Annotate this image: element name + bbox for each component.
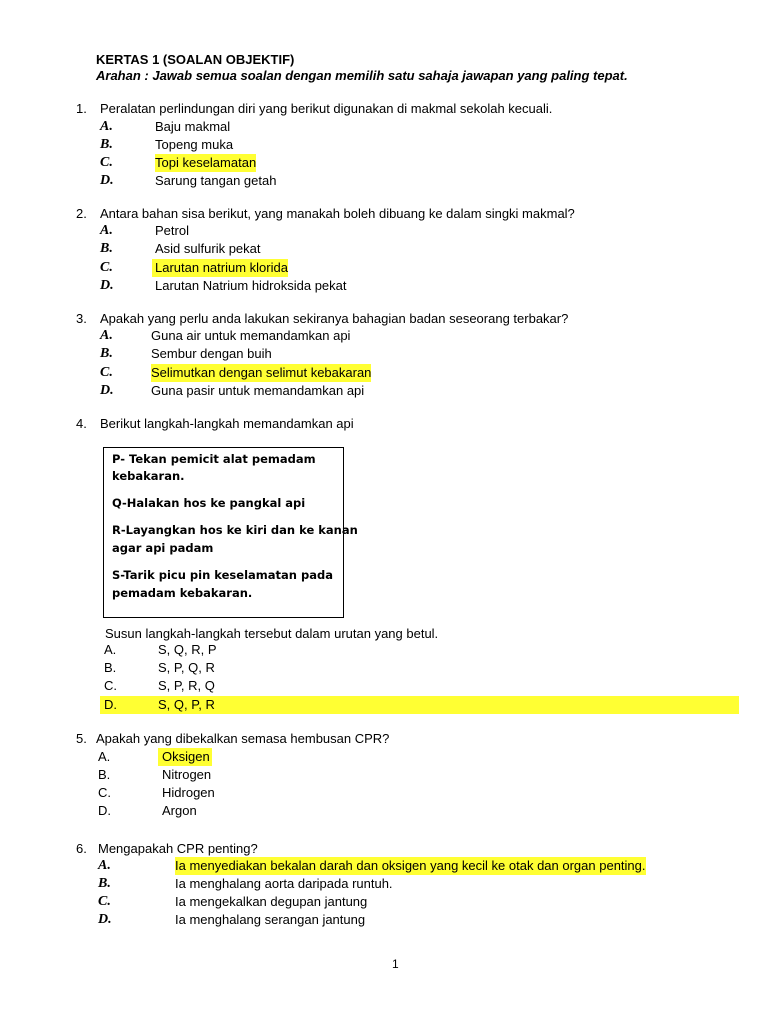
option-text: Sarung tangan getah — [155, 173, 277, 188]
option-text: S, P, R, Q — [158, 678, 215, 693]
option-text: Guna air untuk memandamkan api — [151, 328, 351, 343]
option-letter: C. — [98, 785, 111, 800]
option-text: Ia menghalang serangan jantung — [175, 912, 366, 927]
paper-title: KERTAS 1 (SOALAN OBJEKTIF) — [96, 52, 295, 67]
step-line: agar api padam — [112, 541, 214, 555]
option-letter: D. — [100, 173, 114, 188]
option-letter: D. — [98, 803, 111, 818]
option-letter: B. — [100, 137, 113, 152]
option-text-highlighted: Selimutkan dengan selimut kebakaran — [151, 365, 372, 380]
option-text-highlighted: S, Q, P, R — [158, 697, 215, 712]
option-text: Baju makmal — [155, 119, 231, 134]
question-text: Apakah yang dibekalkan semasa hembusan CPR? — [96, 731, 390, 746]
question-number: 4. — [76, 416, 87, 431]
option-text: Argon — [162, 803, 197, 818]
step-line: kebakaran. — [112, 469, 185, 483]
question-number: 5. — [76, 731, 87, 746]
option-text: S, Q, R, P — [158, 642, 217, 657]
step-line: R-Layangkan hos ke kiri dan ke kanan — [112, 523, 358, 537]
page-number: 1 — [392, 957, 399, 971]
option-letter: A. — [104, 642, 117, 657]
option-text-highlighted: Larutan natrium klorida — [152, 259, 288, 277]
option-text: Hidrogen — [162, 785, 215, 800]
option-letter: C. — [100, 155, 113, 170]
option-letter: D. — [104, 697, 117, 712]
option-text: Guna pasir untuk memandamkan api — [151, 383, 365, 398]
option-letter: D. — [100, 278, 114, 293]
option-text: Sembur dengan buih — [151, 346, 272, 361]
question-text: Mengapakah CPR penting? — [98, 841, 258, 856]
option-letter: C. — [98, 894, 111, 909]
option-text-highlighted: Ia menyediakan bekalan darah dan oksigen yang kecil ke otak dan organ penting. — [175, 858, 646, 873]
option-letter: C. — [100, 260, 113, 275]
option-text: Ia mengekalkan degupan jantung — [175, 894, 368, 909]
instruction-text: Arahan : Jawab semua soalan dengan memilih satu sahaja jawapan yang paling tepat. — [96, 68, 628, 83]
option-letter: C. — [104, 678, 117, 693]
option-letter: A. — [98, 858, 111, 873]
option-letter: D. — [98, 912, 112, 927]
question-number: 1. — [76, 101, 87, 116]
question-number: 6. — [76, 841, 87, 856]
option-letter: B. — [100, 346, 113, 361]
option-letter: B. — [98, 767, 111, 782]
option-text: Asid sulfurik pekat — [155, 241, 261, 256]
option-text: Topeng muka — [155, 137, 234, 152]
option-letter: A. — [100, 223, 113, 238]
step-line: P- Tekan pemicit alat pemadam — [112, 452, 316, 466]
option-letter: B. — [100, 241, 113, 256]
option-text: Nitrogen — [162, 767, 212, 782]
option-text: Petrol — [155, 223, 189, 238]
question-subtext: Susun langkah-langkah tersebut dalam urutan yang betul. — [105, 626, 439, 641]
option-text-highlighted: Oksigen — [158, 748, 212, 766]
option-text-highlighted: Topi keselamatan — [155, 155, 257, 170]
question-text: Antara bahan sisa berikut, yang manakah boleh dibuang ke dalam singki makmal? — [100, 206, 575, 221]
option-letter: A. — [100, 119, 113, 134]
option-letter: A. — [100, 328, 113, 343]
option-letter: D. — [100, 383, 114, 398]
question-text: Peralatan perlindungan diri yang berikut digunakan di makmal sekolah kecuali. — [100, 101, 553, 116]
option-letter: B. — [104, 660, 117, 675]
question-text: Berikut langkah-langkah memandamkan api — [100, 416, 354, 431]
option-letter: A. — [98, 749, 111, 764]
question-text: Apakah yang perlu anda lakukan sekiranya bahagian badan seseorang terbakar? — [100, 311, 569, 326]
option-letter: B. — [98, 876, 111, 891]
step-line: pemadam kebakaran. — [112, 586, 253, 600]
step-line: Q-Halakan hos ke pangkal api — [112, 496, 306, 510]
option-letter: C. — [100, 365, 113, 380]
option-text: Larutan Natrium hidroksida pekat — [155, 278, 347, 293]
question-number: 2. — [76, 206, 87, 221]
question-number: 3. — [76, 311, 87, 326]
option-text: Ia menghalang aorta daripada runtuh. — [175, 876, 393, 891]
step-line: S-Tarik picu pin keselamatan pada — [112, 568, 333, 582]
option-text: S, P, Q, R — [158, 660, 215, 675]
